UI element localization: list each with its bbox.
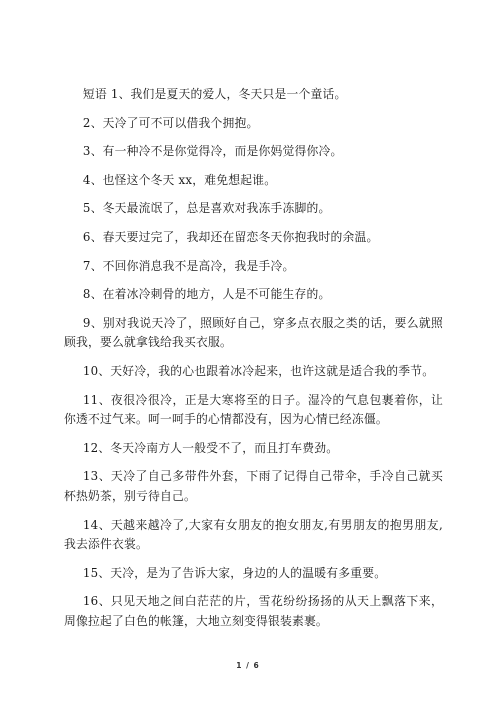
paragraph-10: 10、天好冷，我的心也跟着冰冷起来，也许这就是适合我的季节。	[82, 363, 435, 378]
paragraph-1: 短语 1、我们是夏天的爱人，冬天只是一个童话。	[82, 87, 347, 101]
paragraph-11: 11、夜很冷很冷，正是大寒将至的日子。湿冷的气息包裹着你，让你透不过气来。呵一呵手的心情都没有，因为心情已经冻僵。	[64, 392, 443, 427]
paragraph-9: 9、别对我说天冷了，照顾好自己，穿多点衣服之类的话，要么就照顾我，要么就拿钱给我买衣服。	[64, 315, 443, 350]
paragraph-3: 3、有一种冷不是你觉得冷，而是你妈觉得你冷。	[82, 144, 343, 159]
paragraph-14: 14、天越来越冷了,大家有女朋友的抱女朋友,有男朋友的抱男朋友,我去添件衣裳。	[64, 517, 443, 552]
paragraph-13: 13、天冷了自己多带件外套，下雨了记得自己带伞，手冷自己就买杯热奶茶，别亏待自己。	[64, 469, 443, 503]
paragraph-4: 4、也怪这个冬天 xx，难免想起谁。	[82, 172, 277, 187]
paragraph-7: 7、不回你消息我不是高冷，我是手冷。	[82, 258, 295, 273]
page-number: 1 / 6	[236, 661, 260, 670]
paragraph-5: 5、冬天最流氓了，总是喜欢对我冻手冻脚的。	[82, 201, 331, 216]
paragraph-6: 6、春天要过完了，我却还在留恋冬天你抱我时的余温。	[82, 229, 379, 244]
paragraph-2: 2、天冷了可不可以借我个拥抱。	[82, 115, 259, 130]
paragraph-16: 16、只见天地之间白茫茫的片，雪花纷纷扬扬的从天上飘落下来，周像拉起了白色的帐篷，大地立刻变得银装素裹。	[64, 594, 443, 628]
paragraph-8: 8、在着冰冷刺骨的地方，人是不可能生存的。	[82, 287, 331, 302]
paragraph-15: 15、天冷，是为了告诉大家，身边的人的温暖有多重要。	[82, 565, 387, 580]
document-body	[64, 85, 443, 640]
paragraph-12: 12、冬天冷南方人一般受不了，而且打车费劲。	[82, 440, 339, 455]
